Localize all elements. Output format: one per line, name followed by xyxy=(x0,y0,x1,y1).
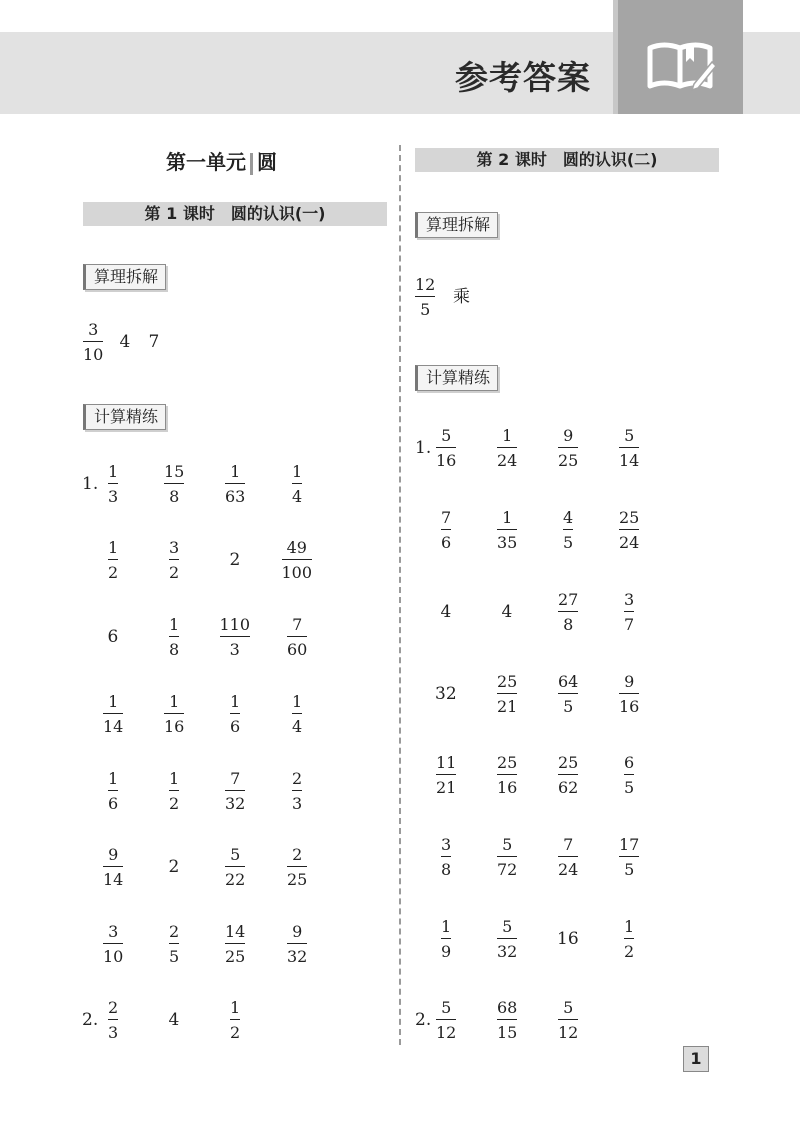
fraction-bar xyxy=(292,713,302,714)
numerator: 5 xyxy=(441,998,452,1017)
denominator: 63 xyxy=(225,487,246,506)
right-q1-label: 1. xyxy=(415,438,432,458)
right-q1-answer-fraction xyxy=(619,835,639,879)
right-q1-answer-fraction xyxy=(497,835,517,879)
denominator: 8 xyxy=(441,860,452,879)
right-understanding-fraction xyxy=(415,275,435,319)
right-q1-answer-value: 4 xyxy=(440,602,452,622)
numerator: 3 xyxy=(624,590,635,609)
left-q1-answer-value: 2 xyxy=(168,857,180,877)
unit-name: 圆 xyxy=(257,150,277,174)
numerator: 9 xyxy=(292,922,303,941)
left-q1-answer-fraction xyxy=(282,538,313,582)
fraction-bar xyxy=(558,611,578,612)
fraction-bar xyxy=(624,774,634,775)
numerator: 2 xyxy=(108,998,119,1017)
left-q1-answer-fraction xyxy=(225,769,245,813)
fraction-bar xyxy=(169,559,179,560)
fraction-bar xyxy=(108,1019,118,1020)
left-q1-answer-fraction xyxy=(292,692,302,736)
unit-title xyxy=(166,146,277,175)
numerator: 5 xyxy=(502,835,513,854)
numerator: 1 xyxy=(230,462,241,481)
numerator: 110 xyxy=(219,615,251,634)
right-understanding-word: 乘 xyxy=(453,287,470,307)
fraction-bar xyxy=(624,938,634,939)
denominator: 8 xyxy=(169,640,180,659)
left-q1-answer-fraction xyxy=(108,538,118,582)
numerator: 1 xyxy=(108,692,119,711)
numerator: 9 xyxy=(563,426,574,445)
numerator: 2 xyxy=(169,922,180,941)
left-q1-answer-fraction xyxy=(292,769,302,813)
fraction-bar xyxy=(415,296,435,297)
denominator: 3 xyxy=(108,1023,119,1042)
fraction-bar xyxy=(225,790,245,791)
right-q2-answer-fraction xyxy=(558,998,578,1042)
left-q2-label: 2. xyxy=(82,1010,99,1030)
numerator: 1 xyxy=(169,692,180,711)
fraction-bar xyxy=(108,790,118,791)
numerator: 12 xyxy=(415,275,436,294)
fraction-bar xyxy=(169,943,179,944)
denominator: 21 xyxy=(436,778,457,797)
fraction-bar xyxy=(436,1019,456,1020)
numerator: 3 xyxy=(108,922,119,941)
lesson-1-heading: 第 1 课时 圆的认识(一) xyxy=(83,202,387,226)
denominator: 3 xyxy=(229,640,240,659)
right-q1-answer-fraction xyxy=(624,753,634,797)
numerator: 25 xyxy=(619,508,640,527)
right-q1-answer-fraction xyxy=(441,835,451,879)
fraction-bar xyxy=(558,856,578,857)
left-q1-answer-value: 2 xyxy=(229,550,241,570)
numerator: 64 xyxy=(558,672,579,691)
numerator: 1 xyxy=(230,998,241,1017)
right-q1-answer-fraction xyxy=(441,917,451,961)
numerator: 1 xyxy=(230,692,241,711)
fraction-bar xyxy=(287,943,307,944)
right-q1-answer-value: 32 xyxy=(435,684,457,704)
left-q1-answer-fraction xyxy=(103,922,123,966)
numerator: 14 xyxy=(225,922,246,941)
fraction-bar xyxy=(436,774,456,775)
denominator: 8 xyxy=(169,487,180,506)
fraction-bar xyxy=(436,447,456,448)
fraction-bar xyxy=(169,636,179,637)
numerator: 27 xyxy=(558,590,579,609)
denominator: 60 xyxy=(287,640,308,659)
numerator: 1 xyxy=(292,692,303,711)
numerator: 7 xyxy=(563,835,574,854)
right-q1-answer-fraction xyxy=(558,426,578,470)
denominator: 62 xyxy=(558,778,579,797)
fraction-bar xyxy=(558,447,578,448)
right-practice-tag: 计算精练 xyxy=(415,365,498,391)
numerator: 2 xyxy=(292,845,303,864)
denominator: 2 xyxy=(624,942,635,961)
denominator: 32 xyxy=(225,794,246,813)
fraction-bar xyxy=(220,636,251,637)
denominator: 2 xyxy=(108,563,119,582)
denominator: 21 xyxy=(497,697,518,716)
fraction-bar xyxy=(103,943,123,944)
denominator: 7 xyxy=(624,615,635,634)
denominator: 5 xyxy=(420,300,431,319)
numerator: 3 xyxy=(169,538,180,557)
numerator: 7 xyxy=(230,769,241,788)
numerator: 3 xyxy=(88,320,99,339)
fraction-bar xyxy=(230,1019,240,1020)
numerator: 7 xyxy=(292,615,303,634)
right-q1-answer-fraction xyxy=(497,753,517,797)
numerator: 1 xyxy=(108,538,119,557)
fraction-bar xyxy=(230,713,240,714)
numerator: 5 xyxy=(230,845,241,864)
denominator: 12 xyxy=(558,1023,579,1042)
numerator: 1 xyxy=(108,462,119,481)
left-q1-answer-fraction xyxy=(230,692,240,736)
left-q1-answer-fraction xyxy=(292,462,302,506)
fraction-bar xyxy=(497,774,517,775)
left-q1-answer-fraction xyxy=(220,615,251,659)
left-q1-label: 1. xyxy=(82,474,99,494)
right-q1-answer-fraction xyxy=(619,426,639,470)
numerator: 1 xyxy=(169,769,180,788)
numerator: 7 xyxy=(441,508,452,527)
fraction-bar xyxy=(287,866,307,867)
lesson-2-heading: 第 2 课时 圆的认识(二) xyxy=(415,148,719,172)
left-q1-answer-value: 6 xyxy=(107,627,119,647)
left-q1-answer-fraction xyxy=(225,922,245,966)
fraction-bar xyxy=(108,483,118,484)
fraction-bar xyxy=(164,713,184,714)
numerator: 5 xyxy=(624,426,635,445)
fraction-bar xyxy=(225,866,245,867)
right-q2-answer-fraction xyxy=(497,998,517,1042)
denominator: 5 xyxy=(563,533,574,552)
numerator: 25 xyxy=(497,753,518,772)
denominator: 6 xyxy=(108,794,119,813)
numerator: 17 xyxy=(619,835,640,854)
right-q1-answer-fraction xyxy=(624,590,634,634)
left-understanding-fraction xyxy=(83,320,103,364)
denominator: 24 xyxy=(497,451,518,470)
numerator: 1 xyxy=(502,426,513,445)
numerator: 1 xyxy=(624,917,635,936)
right-q1-answer-fraction xyxy=(558,590,578,634)
left-understanding-value: 4 xyxy=(119,332,131,352)
fraction-bar xyxy=(282,559,313,560)
numerator: 15 xyxy=(164,462,185,481)
fraction-bar xyxy=(619,447,639,448)
left-q2-answer-value: 4 xyxy=(168,1010,180,1030)
right-q1-answer-fraction xyxy=(558,672,578,716)
denominator: 12 xyxy=(436,1023,457,1042)
denominator: 10 xyxy=(103,947,124,966)
right-q1-answer-fraction xyxy=(497,508,517,552)
denominator: 4 xyxy=(292,487,303,506)
left-q1-answer-fraction xyxy=(164,462,184,506)
denominator: 32 xyxy=(497,942,518,961)
fraction-bar xyxy=(558,1019,578,1020)
open-book-pencil-icon xyxy=(646,40,718,92)
fraction-bar xyxy=(497,693,517,694)
numerator: 5 xyxy=(563,998,574,1017)
fraction-bar xyxy=(103,866,123,867)
right-q1-answer-fraction xyxy=(558,835,578,879)
fraction-bar xyxy=(441,938,451,939)
denominator: 2 xyxy=(230,1023,241,1042)
denominator: 24 xyxy=(558,860,579,879)
denominator: 5 xyxy=(624,778,635,797)
numerator: 68 xyxy=(497,998,518,1017)
fraction-bar xyxy=(441,529,451,530)
denominator: 6 xyxy=(441,533,452,552)
numerator: 6 xyxy=(624,753,635,772)
fraction-bar xyxy=(558,693,578,694)
left-q1-answer-fraction xyxy=(287,845,307,889)
fraction-bar xyxy=(563,529,573,530)
right-q1-answer-fraction xyxy=(441,508,451,552)
left-q1-answer-fraction xyxy=(103,692,123,736)
denominator: 35 xyxy=(497,533,518,552)
right-q1-answer-fraction xyxy=(558,753,578,797)
left-understanding-tag: 算理拆解 xyxy=(83,264,166,290)
left-q1-answer-fraction xyxy=(287,615,307,659)
right-q1-answer-value: 16 xyxy=(557,929,579,949)
page-title: 参考答案 xyxy=(455,58,591,97)
denominator: 72 xyxy=(497,860,518,879)
page-number: 1 xyxy=(683,1046,709,1072)
left-q1-answer-fraction xyxy=(225,462,245,506)
denominator: 14 xyxy=(619,451,640,470)
column-divider xyxy=(399,145,401,1045)
right-q1-answer-fraction xyxy=(436,426,456,470)
left-q2-answer-fraction xyxy=(230,998,240,1042)
denominator: 16 xyxy=(497,778,518,797)
numerator: 4 xyxy=(563,508,574,527)
denominator: 25 xyxy=(287,870,308,889)
left-q1-answer-fraction xyxy=(225,845,245,889)
numerator: 2 xyxy=(292,769,303,788)
right-q1-answer-fraction xyxy=(619,508,639,552)
unit-title-separator xyxy=(250,153,253,175)
left-q1-answer-fraction xyxy=(164,692,184,736)
denominator: 14 xyxy=(103,870,124,889)
denominator: 5 xyxy=(624,860,635,879)
fraction-bar xyxy=(497,856,517,857)
numerator: 9 xyxy=(624,672,635,691)
left-q1-answer-fraction xyxy=(287,922,307,966)
denominator: 5 xyxy=(563,697,574,716)
right-q1-answer-fraction xyxy=(619,672,639,716)
denominator: 25 xyxy=(225,947,246,966)
numerator: 1 xyxy=(108,769,119,788)
fraction-bar xyxy=(225,483,245,484)
denominator: 16 xyxy=(619,697,640,716)
denominator: 24 xyxy=(619,533,640,552)
fraction-bar xyxy=(619,693,639,694)
fraction-bar xyxy=(287,636,307,637)
denominator: 5 xyxy=(169,947,180,966)
numerator: 1 xyxy=(502,508,513,527)
numerator: 1 xyxy=(169,615,180,634)
unit-prefix: 第一单元 xyxy=(166,150,246,174)
right-q1-answer-value: 4 xyxy=(501,602,513,622)
numerator: 1 xyxy=(441,917,452,936)
denominator: 16 xyxy=(436,451,457,470)
denominator: 4 xyxy=(292,717,303,736)
header-tab xyxy=(613,0,743,114)
fraction-bar xyxy=(292,483,302,484)
fraction-bar xyxy=(441,856,451,857)
denominator: 10 xyxy=(83,345,104,364)
numerator: 3 xyxy=(441,835,452,854)
denominator: 32 xyxy=(287,947,308,966)
denominator: 16 xyxy=(164,717,185,736)
denominator: 15 xyxy=(497,1023,518,1042)
denominator: 3 xyxy=(292,794,303,813)
right-q1-answer-fraction xyxy=(436,753,456,797)
denominator: 9 xyxy=(441,942,452,961)
denominator: 8 xyxy=(563,615,574,634)
fraction-bar xyxy=(558,774,578,775)
numerator: 9 xyxy=(108,845,119,864)
left-q1-answer-fraction xyxy=(169,769,179,813)
denominator: 2 xyxy=(169,794,180,813)
fraction-bar xyxy=(169,790,179,791)
left-q1-answer-fraction xyxy=(169,538,179,582)
left-q1-answer-fraction xyxy=(169,922,179,966)
right-q1-answer-fraction xyxy=(563,508,573,552)
denominator: 2 xyxy=(169,563,180,582)
fraction-bar xyxy=(619,529,639,530)
fraction-bar xyxy=(497,1019,517,1020)
numerator: 25 xyxy=(558,753,579,772)
left-understanding-value: 7 xyxy=(148,332,160,352)
denominator: 6 xyxy=(230,717,241,736)
right-q2-answer-fraction xyxy=(436,998,456,1042)
denominator: 22 xyxy=(225,870,246,889)
fraction-bar xyxy=(497,529,517,530)
denominator: 14 xyxy=(103,717,124,736)
left-q1-answer-fraction xyxy=(103,845,123,889)
fraction-bar xyxy=(164,483,184,484)
fraction-bar xyxy=(83,341,103,342)
fraction-bar xyxy=(619,856,639,857)
fraction-bar xyxy=(225,943,245,944)
right-q2-label: 2. xyxy=(415,1010,432,1030)
numerator: 49 xyxy=(286,538,307,557)
numerator: 25 xyxy=(497,672,518,691)
denominator: 3 xyxy=(108,487,119,506)
fraction-bar xyxy=(497,447,517,448)
numerator: 1 xyxy=(292,462,303,481)
right-q1-answer-fraction xyxy=(497,426,517,470)
fraction-bar xyxy=(497,938,517,939)
fraction-bar xyxy=(103,713,123,714)
numerator: 11 xyxy=(436,753,457,772)
fraction-bar xyxy=(108,559,118,560)
numerator: 5 xyxy=(441,426,452,445)
left-q1-answer-fraction xyxy=(108,769,118,813)
right-understanding-tag: 算理拆解 xyxy=(415,212,498,238)
fraction-bar xyxy=(624,611,634,612)
right-q1-answer-fraction xyxy=(624,917,634,961)
right-q1-answer-fraction xyxy=(497,672,517,716)
fraction-bar xyxy=(292,790,302,791)
denominator: 25 xyxy=(558,451,579,470)
numerator: 5 xyxy=(502,917,513,936)
left-q1-answer-fraction xyxy=(108,462,118,506)
left-q2-answer-fraction xyxy=(108,998,118,1042)
left-q1-answer-fraction xyxy=(169,615,179,659)
denominator: 100 xyxy=(281,563,313,582)
left-practice-tag: 计算精练 xyxy=(83,404,166,430)
right-q1-answer-fraction xyxy=(497,917,517,961)
